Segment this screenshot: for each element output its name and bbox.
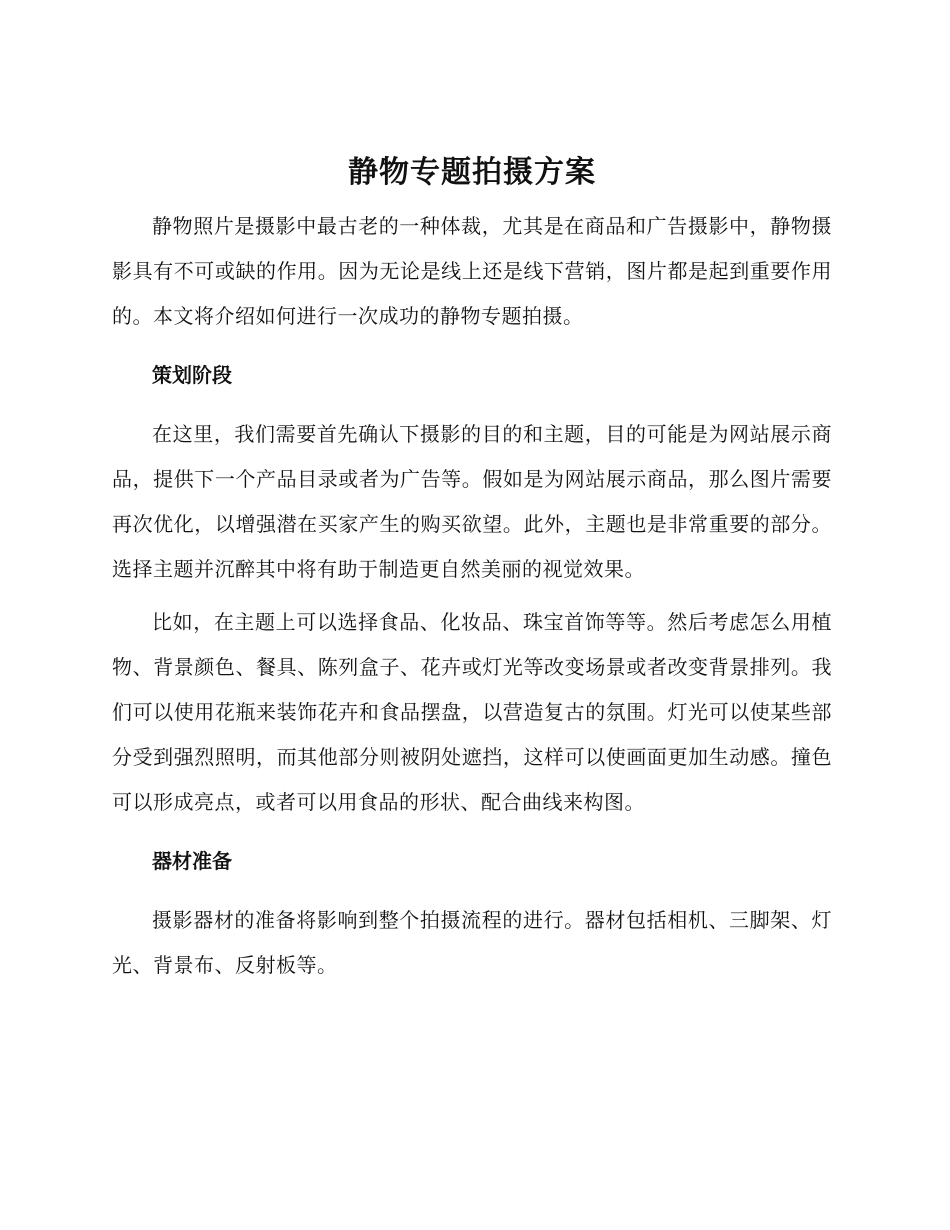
intro-paragraph: 静物照片是摄影中最古老的一种体裁，尤其是在商品和广告摄影中，静物摄影具有不可或缺的作用。因为无论是线上还是线下营销，图片都是起到重要作用的。本文将介绍如何进行一次成功的静物专题拍摄。 <box>112 214 832 328</box>
equipment-paragraph-1: 摄影器材的准备将影响到整个拍摄流程的进行。器材包括相机、三脚架、灯光、背景布、反射板等。 <box>112 908 832 977</box>
spacer <box>112 196 832 204</box>
spacer <box>112 825 832 839</box>
spacer <box>112 884 832 898</box>
spacer <box>112 339 832 353</box>
spacer <box>112 592 832 600</box>
planning-paragraph-2: 比如，在主题上可以选择食品、化妆品、珠宝首饰等等。然后考虑怎么用植物、背景颜色、餐具、陈列盒子、花卉或灯光等改变场景或者改变背景排列。我们可以使用花瓶来装饰花卉和食品摆盘，以营造复古的氛围。灯光可以使某些部分受到强烈照明，而其他部分则被阴处遮挡，这样可以使画面更加生动感。撞色可以形成亮点，或者可以用食品的形状、配合曲线来构图。 <box>112 610 832 814</box>
planning-paragraph-1: 在这里，我们需要首先确认下摄影的目的和主题，目的可能是为网站展示商品，提供下一个产品目录或者为广告等。假如是为网站展示商品，那么图片需要再次优化，以增强潜在买家产生的购买欲望。此外，主题也是非常重要的部分。选择主题并沉醉其中将有助于制造更自然美丽的视觉效果。 <box>112 422 832 581</box>
section-heading-planning: 策划阶段 <box>152 363 232 387</box>
section-heading-equipment: 器材准备 <box>152 849 232 873</box>
document-page <box>112 150 832 988</box>
spacer <box>112 398 832 412</box>
document-title: 静物专题拍摄方案 <box>348 155 596 190</box>
